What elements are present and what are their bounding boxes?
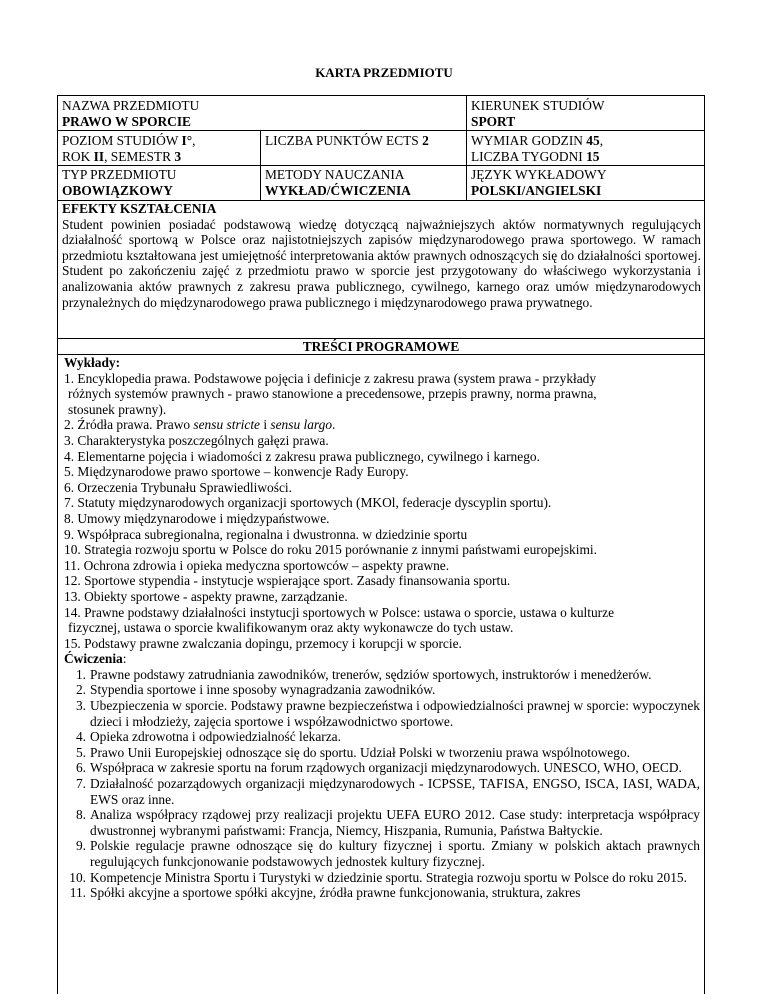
- lecture-line: 14. Prawne podstawy działalności instytucji sportowych w Polsce: ustawa o sporcie, ustawa o kulturze: [64, 604, 615, 620]
- course-type-cell: [58, 167, 176, 198]
- year-label: ROK: [62, 148, 94, 164]
- exercise-text: Prawo Unii Europejskiej odnoszące się do sportu. Udział Polski w tworzeniu prawa wspólnotowego.: [90, 744, 630, 760]
- language-cell: [467, 167, 607, 198]
- row-divider: [58, 130, 704, 131]
- comma: ,: [192, 133, 196, 148]
- exercises-heading-row: [64, 651, 700, 667]
- program-content-section: [64, 355, 700, 901]
- lecture-item: [64, 605, 700, 636]
- lecture-line: 1. Encyklopedia prawa. Podstawowe pojęcia i definicje z zakresu prawa (system prawa - przykłady: [64, 370, 597, 386]
- lecture-item: 8. Umowy międzynarodowe i międzypaństwowe.: [64, 510, 330, 526]
- lecture-item: 15. Podstawy prawne zwalczania dopingu, przemocy i korupcji w sporcie.: [64, 635, 462, 651]
- exercise-text: Spółki akcyjne a sportowe spółki akcyjne, źródła prawne funkcjonowania, struktura, zakres: [90, 885, 581, 901]
- teaching-methods-cell: [261, 167, 411, 198]
- exercise-item: [64, 838, 700, 869]
- exercise-number: 8.: [75, 807, 86, 823]
- exercise-text: Stypendia sportowe i inne sposoby wynagradzania zawodników.: [90, 682, 436, 698]
- exercise-text: Opieka zdrowotna i odpowiedzialność lekarza.: [90, 729, 341, 745]
- exercise-item: [64, 729, 700, 745]
- lecture-text-italic: sensu stricte: [193, 417, 260, 433]
- lecture-item: 3. Charakterystyka poszczególnych gałęzi prawa.: [64, 432, 329, 448]
- lecture-item: 13. Obiekty sportowe - aspekty prawne, zarządzanie.: [64, 588, 348, 604]
- exercise-number: 1.: [75, 666, 86, 682]
- exercise-item: [64, 885, 700, 901]
- exercise-number: 9.: [75, 838, 86, 854]
- lecture-text: 2. Źródła prawa. Prawo: [64, 417, 194, 433]
- course-type-label: TYP PRZEDMIOTU: [62, 167, 177, 182]
- colon: :: [122, 651, 127, 667]
- course-name-cell: [58, 98, 199, 129]
- ects-value: 2: [422, 133, 429, 148]
- course-card-table: [57, 95, 705, 994]
- hours-cell: [467, 133, 603, 164]
- lecture-text-italic: sensu largo: [270, 417, 333, 433]
- row-divider: [58, 165, 704, 166]
- language-label: JĘZYK WYKŁADOWY: [471, 167, 607, 182]
- learning-outcomes-section: [62, 201, 701, 310]
- lecture-line: fizycznej, ustawa o sporcie kwalifikowanym oraz akty wykonawcze do tych ustaw.: [68, 620, 514, 636]
- lecture-item: 5. Międzynarodowe prawo sportowe – konwencje Rady Europy.: [64, 464, 409, 480]
- lecture-item: 11. Ochrona zdrowia i opieka medyczna sportowców – aspekty prawne.: [64, 557, 450, 573]
- exercise-text: Współpraca w zakresie sportu na forum rządowych organizacji międzynarodowych. UNESCO, WHO, OECD.: [90, 760, 682, 776]
- exercise-number: 2.: [75, 682, 86, 698]
- comma: ,: [599, 133, 604, 148]
- lecture-item: 7. Statuty międzynarodowych organizacji sportowych (MKOl, federacje dyscyplin sportu).: [64, 495, 552, 511]
- teaching-methods-label: METODY NAUCZANIA: [265, 167, 405, 182]
- page-title: KARTA PRZEDMIOTU: [315, 65, 453, 80]
- field-of-study-value: SPORT: [471, 113, 516, 129]
- exercise-number: 10.: [69, 869, 86, 885]
- lecture-item: 10. Strategia rozwoju sportu w Polsce do roku 2015 porównanie z innymi państwami europejskimi.: [64, 542, 597, 558]
- exercises-heading: Ćwiczenia: [64, 651, 123, 667]
- exercise-number: 11.: [69, 885, 86, 901]
- ects-label: LICZBA PUNKTÓW ECTS: [265, 133, 423, 148]
- course-type-value: OBOWIĄZKOWY: [62, 182, 173, 198]
- exercise-text: Kompetencje Ministra Sportu i Turystyki w dziedzinie sportu. Strategia rozwoju sportu w Polsce do roku 2015.: [90, 869, 687, 885]
- weeks-label: LICZBA TYGODNI: [471, 148, 587, 164]
- course-name-value: PRAWO W SPORCIE: [62, 113, 191, 129]
- course-name-label: NAZWA PRZEDMIOTU: [62, 98, 200, 113]
- hours-label: WYMIAR GODZIN: [471, 133, 587, 148]
- exercise-item: [64, 682, 700, 698]
- exercise-number: 4.: [75, 729, 86, 745]
- lecture-item: 9. Współpraca subregionalna, regionalna i dwustronna. w dziedzinie sportu: [64, 526, 468, 542]
- semester-label: , SEMESTR: [104, 148, 175, 164]
- year-value: II: [93, 148, 105, 164]
- lecture-line: różnych systemów prawnych - prawo stanowione a precedensowe, przepis prawny, norma prawna,: [68, 386, 597, 402]
- teaching-methods-value: WYKŁAD/ĆWICZENIA: [265, 182, 411, 198]
- exercise-text: Polskie regulacje prawne odnoszące się do kultury fizycznej i sportu. Zmiany w polskich aktach prawnych regulujących funkcjonowanie podstawowych jednostek kultury fizycznej.: [90, 838, 700, 869]
- lecture-item: 4. Elementarne pojęcia i wiadomości z zakresu prawa publicznego, cywilnego i karnego.: [64, 448, 540, 464]
- exercise-item: [64, 870, 700, 886]
- exercise-number: 5.: [75, 744, 86, 760]
- study-level-value: I°: [181, 133, 193, 148]
- lecture-item: [64, 417, 700, 433]
- exercise-text: Analiza współpracy rządowej przy realizacji projektu UEFA EURO 2012. Case study: interpretacja współpracy dwustronnej wybranymi państwami: Francja, Niemcy, Hiszpania, Rumunia, Państwa Bałtyckie.: [90, 807, 700, 838]
- exercise-item: [64, 807, 700, 838]
- exercise-text: Prawne podstawy zatrudniania zawodników, trenerów, sędziów sportowych, instruktorów i menedżerów.: [90, 666, 652, 682]
- lecture-text: i: [259, 417, 271, 433]
- ects-cell: [261, 133, 429, 149]
- lecture-item: 12. Sportowe stypendia - instytucje wspierające sport. Zasady finansowania sportu.: [64, 573, 511, 589]
- exercise-number: 3.: [75, 698, 86, 714]
- exercise-item: [64, 776, 700, 807]
- learning-outcomes-text: Student powinien posiadać podstawową wiedzę dotyczącą najważniejszych aktów normatywnych regulujących działalność sportową w Polsce oraz najistotniejszych zapisów międzynarodowego prawa sportowego. W ramach przedmiotu kształtowana jest umiejętność interpretowania aktów prawnych odnoszących się do działalności sportowej. Student po zakończeniu zajęć z przedmiotu prawo w sporcie jest przygotowany do właściwego wykorzystania i analizowania aktów prawnych z zakresu prawa publicznego, cywilnego, karnego oraz umów międzynarodowych przynależnych do międzynarodowego prawa publicznego i międzynarodowego prawa prywatnego.: [62, 216, 701, 310]
- lecture-line: stosunek prawny).: [68, 401, 167, 417]
- exercise-text: Ubezpieczenia w sporcie. Podstawy prawne bezpieczeństwa i odpowiedzialności prawnej w sporcie: wypoczynek dzieci i młodzieży, zajęcia sportowe i współzawodnictwo sportowe.: [90, 698, 700, 729]
- hours-value: 45: [586, 133, 600, 148]
- lecture-text: .: [332, 417, 336, 433]
- study-level-cell: [58, 133, 195, 164]
- language-value: POLSKI/ANGIELSKI: [471, 182, 602, 198]
- learning-outcomes-heading: EFEKTY KSZTAŁCENIA: [62, 201, 217, 216]
- exercise-item: [64, 745, 700, 761]
- study-level-label: POZIOM STUDIÓW: [62, 133, 182, 148]
- exercise-text: Działalność pozarządowych organizacji międzynarodowych - ICPSSE, TAFISA, ENGSO, ISCA, IASI, WADA, EWS oraz inne.: [90, 776, 700, 807]
- exercise-number: 7.: [75, 776, 86, 792]
- exercise-number: 6.: [75, 760, 86, 776]
- program-content-heading: TREŚCI PROGRAMOWE: [302, 339, 460, 354]
- exercise-item: [64, 667, 700, 683]
- lecture-item: 6. Orzeczenia Trybunału Sprawiedliwości.: [64, 479, 292, 495]
- field-of-study-label: KIERUNEK STUDIÓW: [471, 98, 605, 113]
- lecture-item: [64, 371, 700, 418]
- exercise-item: [64, 698, 700, 729]
- lectures-heading: Wykłady:: [64, 355, 121, 370]
- field-of-study-cell: [467, 98, 605, 129]
- semester-value: 3: [174, 148, 182, 164]
- weeks-value: 15: [586, 148, 600, 164]
- exercise-item: [64, 760, 700, 776]
